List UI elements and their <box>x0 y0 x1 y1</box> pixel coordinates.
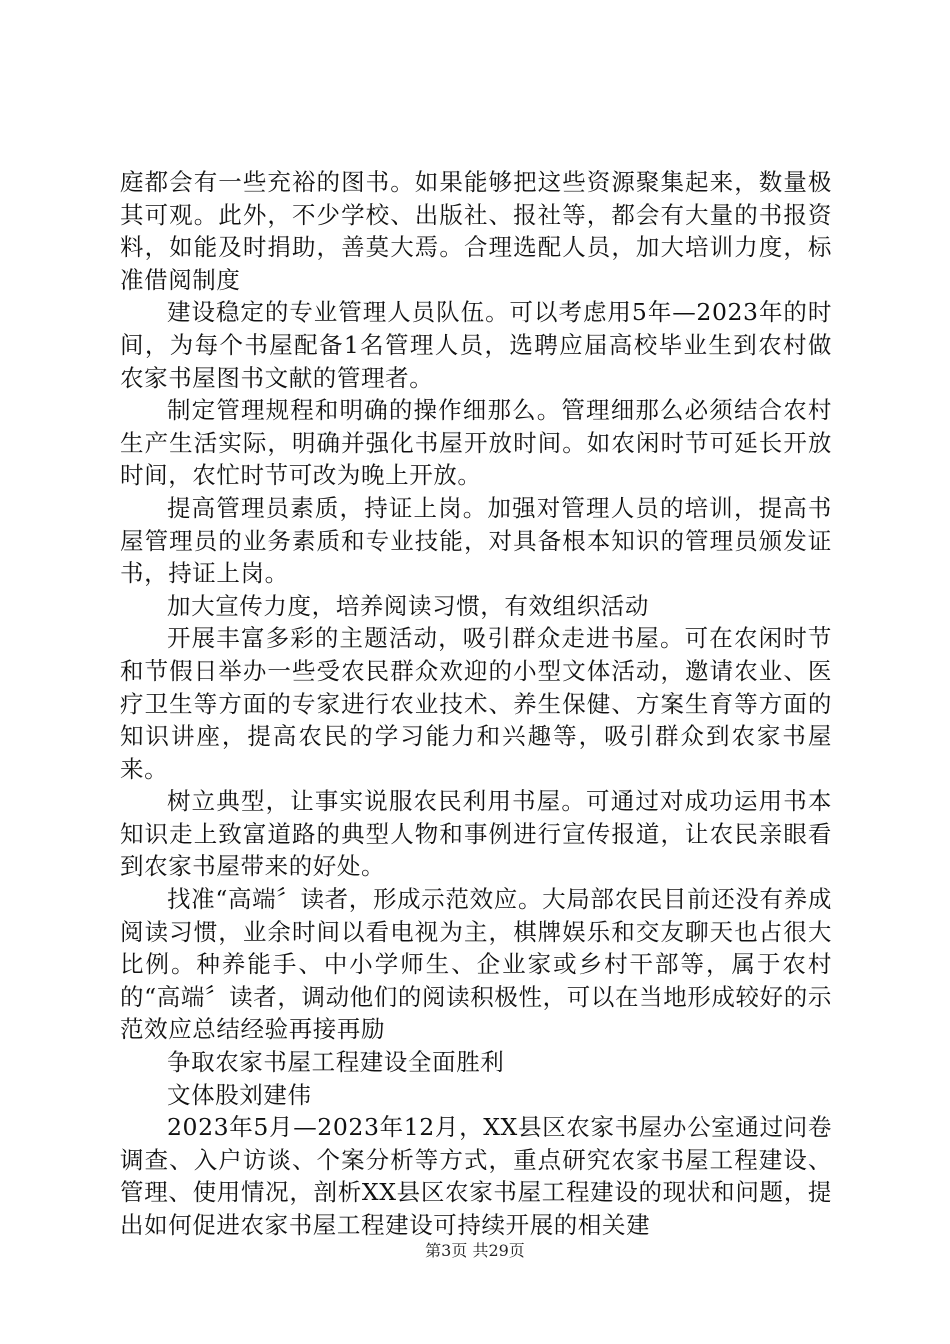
paragraph-2: 建设稳定的专业管理人员队伍。可以考虑用5年—2023年的时间，为每个书屋配备1名管理人员，选聘应届高校毕业生到农村做农家书屋图书文献的管理者。 <box>120 298 832 392</box>
paragraph-7: 树立典型，让事实说服农民利用书屋。可通过对成功运用书本知识走上致富道路的典型人物和事例进行宣传报道，让农民亲眼看到农家书屋带来的好处。 <box>120 787 832 881</box>
article-author: 文体股刘建伟 <box>167 1080 312 1109</box>
paragraph-11: 2023年5月—2023年12月，XX县区农家书屋办公室通过问卷调查、入户访谈、个案分析等方式，重点研究农家书屋工程建设、管理、使用情况，剖析XX县区农家书屋工程建设的现状和问题，提出如何促进农家书屋工程建设可持续开展的相关建 <box>120 1113 832 1239</box>
section-heading-publicity: 加大宣传力度，培养阅读习惯，有效组织活动 <box>167 591 649 620</box>
paragraph-4: 提高管理员素质，持证上岗。加强对管理人员的培训，提高书屋管理员的业务素质和专业技能，对具备根本知识的管理员颁发证书，持证上岗。 <box>120 493 832 588</box>
document-body <box>120 166 832 1242</box>
paragraph-1: 庭都会有一些充裕的图书。如果能够把这些资源聚集起来，数量极其可观。此外，不少学校、出版社、报社等，都会有大量的书报资料，如能及时捐助，善莫大焉。合理选配人员，加大培训力度，标准借阅制度 <box>120 168 832 294</box>
paragraph-6: 开展丰富多彩的主题活动，吸引群众走进书屋。可在农闲时节和节假日举办一些受农民群众欢迎的小型文体活动，邀请农业、医疗卫生等方面的专家进行农业技术、养生保健、方案生育等方面的知识讲座，提高农民的学习能力和兴趣等，吸引群众到农家书屋来。 <box>120 624 832 783</box>
paragraph-8: 找准“高端〞读者，形成示范效应。大局部农民目前还没有养成阅读习惯，业余时间以看电视为主，棋牌娱乐和交友聊天也占很大比例。种养能手、中小学师生、企业家或乡村干部等，属于农村的“高端〞读者，调动他们的阅读积极性，可以在当地形成较好的示范效应总结经验再接再励 <box>120 885 832 1044</box>
article-title: 争取农家书屋工程建设全面胜利 <box>167 1048 505 1077</box>
page-number-footer: 第3页 共29页 <box>425 1241 525 1260</box>
paragraph-3: 制定管理规程和明确的操作细那么。管理细那么必须结合农村生产生活实际，明确并强化书屋开放时间。如农闲时节可延长开放时间，农忙时节可改为晚上开放。 <box>120 396 832 490</box>
